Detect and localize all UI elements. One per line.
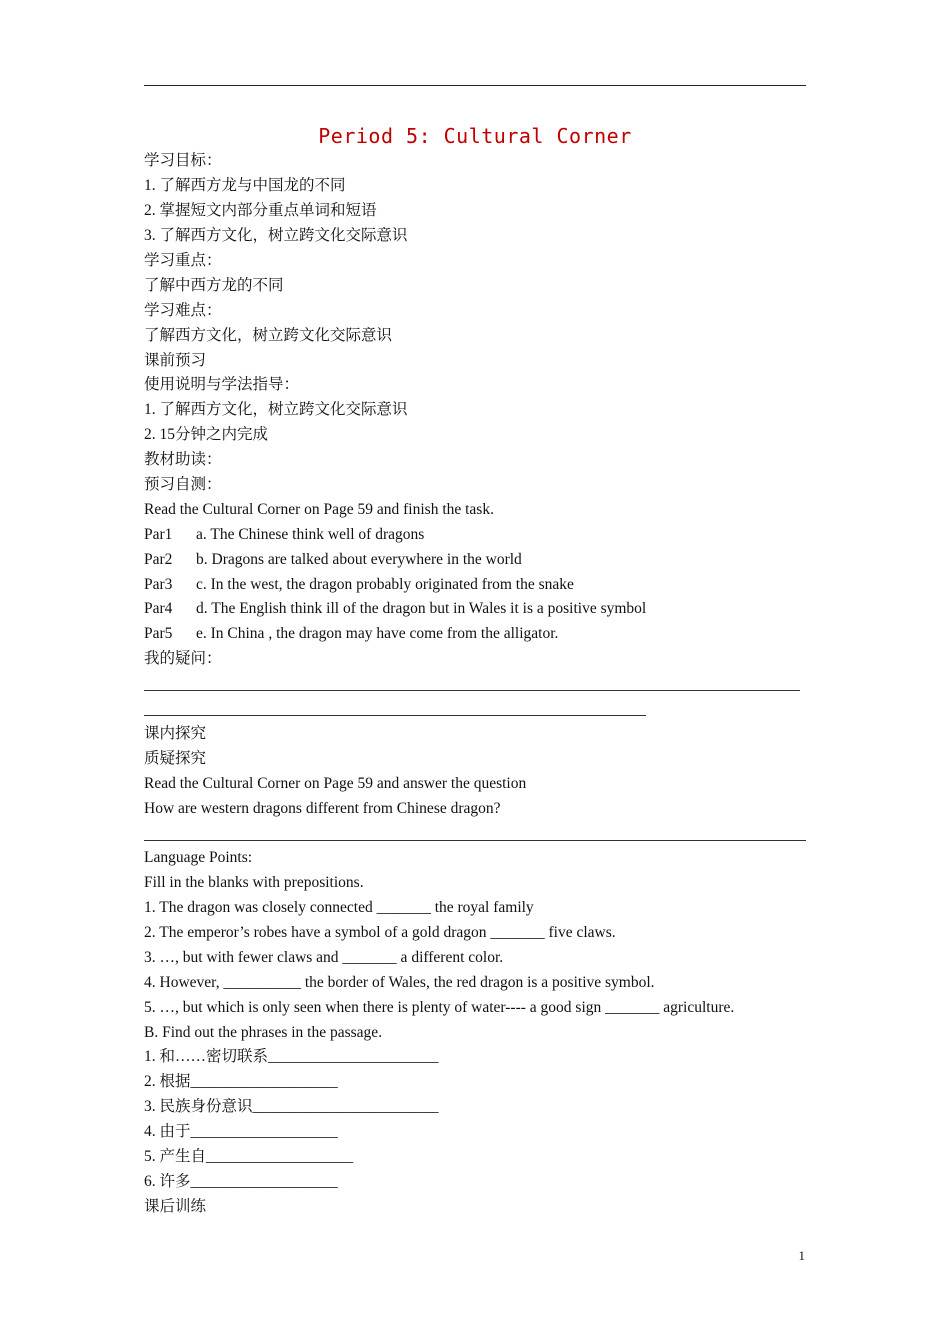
answer-blank-line[interactable] [144, 840, 806, 841]
text-line: How are western dragons different from Chinese dragon? [144, 800, 501, 817]
paragraph-summary: b. Dragons are talked about everywhere in the world [196, 551, 522, 568]
phrase-item: 1. 和……密切联系______________________ [144, 1048, 439, 1065]
header-rule [144, 85, 806, 86]
text-line: 1. 了解西方龙与中国龙的不同 [144, 177, 346, 194]
text-line: 课内探究 [144, 725, 207, 742]
question-label: 我的疑问： [144, 650, 222, 667]
text-line: 预习自测： [144, 476, 222, 493]
text-line: 学习难点： [144, 302, 222, 319]
paragraph-tag: Par3 [144, 576, 173, 593]
paragraph-tag: Par4 [144, 600, 173, 617]
answer-blank-line[interactable] [144, 690, 800, 691]
exercise-item: 5. …, but which is only seen when there is plenty of water---- a good sign _______ agriculture. [144, 999, 735, 1016]
paragraph-summary: c. In the west, the dragon probably originated from the snake [196, 576, 574, 593]
paragraph-tag: Par2 [144, 551, 173, 568]
phrase-item: 3. 民族身份意识________________________ [144, 1098, 439, 1115]
text-line: Language Points: [144, 849, 253, 866]
answer-blank-line[interactable] [144, 715, 646, 716]
text-line: 了解中西方龙的不同 [144, 277, 284, 294]
text-line: 课前预习 [144, 352, 207, 369]
text-line: 使用说明与学法指导： [144, 376, 300, 393]
paragraph-match-row [144, 575, 574, 595]
page-title: Period 5: Cultural Corner [318, 124, 632, 148]
text-line: 学习重点： [144, 252, 222, 269]
phrase-item: 6. 许多___________________ [144, 1173, 338, 1190]
exercise-item: 1. The dragon was closely connected _______ the royal family [144, 899, 534, 916]
text-line: 质疑探究 [144, 750, 207, 767]
phrase-item: 4. 由于___________________ [144, 1123, 338, 1140]
text-line: 了解西方文化，树立跨文化交际意识 [144, 327, 393, 344]
text-line: 1. 了解西方文化，树立跨文化交际意识 [144, 401, 408, 418]
paragraph-tag: Par1 [144, 526, 173, 543]
page-number: 1 [798, 1248, 805, 1263]
text-line: B. Find out the phrases in the passage. [144, 1024, 383, 1041]
paragraph-tag: Par5 [144, 625, 173, 642]
paragraph-match-row [144, 525, 424, 545]
phrase-item: 5. 产生自___________________ [144, 1148, 354, 1165]
text-line: 3. 了解西方文化，树立跨文化交际意识 [144, 227, 408, 244]
paragraph-match-row [144, 599, 646, 619]
paragraph-match-row [144, 550, 522, 570]
exercise-item: 4. However, __________ the border of Wales, the red dragon is a positive symbol. [144, 974, 655, 991]
paragraph-summary: e. In China , the dragon may have come from the alligator. [196, 625, 559, 642]
text-line: 2. 15分钟之内完成 [144, 426, 269, 443]
exercise-item: 3. …, but with fewer claws and _______ a different color. [144, 949, 504, 966]
text-line: Read the Cultural Corner on Page 59 and answer the question [144, 775, 527, 792]
paragraph-match-row [144, 624, 558, 644]
text-line: Fill in the blanks with prepositions. [144, 874, 364, 891]
text-line: Read the Cultural Corner on Page 59 and finish the task. [144, 501, 494, 518]
phrase-item: 2. 根据___________________ [144, 1073, 338, 1090]
text-line: 教材助读： [144, 451, 222, 468]
text-line: 2. 掌握短文内部分重点单词和短语 [144, 202, 377, 219]
paragraph-summary: d. The English think ill of the dragon but in Wales it is a positive symbol [196, 600, 647, 617]
paragraph-summary: a. The Chinese think well of dragons [196, 526, 425, 543]
text-line: 课后训练 [144, 1198, 207, 1215]
exercise-item: 2. The emperor’s robes have a symbol of a gold dragon _______ five claws. [144, 924, 616, 941]
text-line: 学习目标： [144, 152, 222, 169]
